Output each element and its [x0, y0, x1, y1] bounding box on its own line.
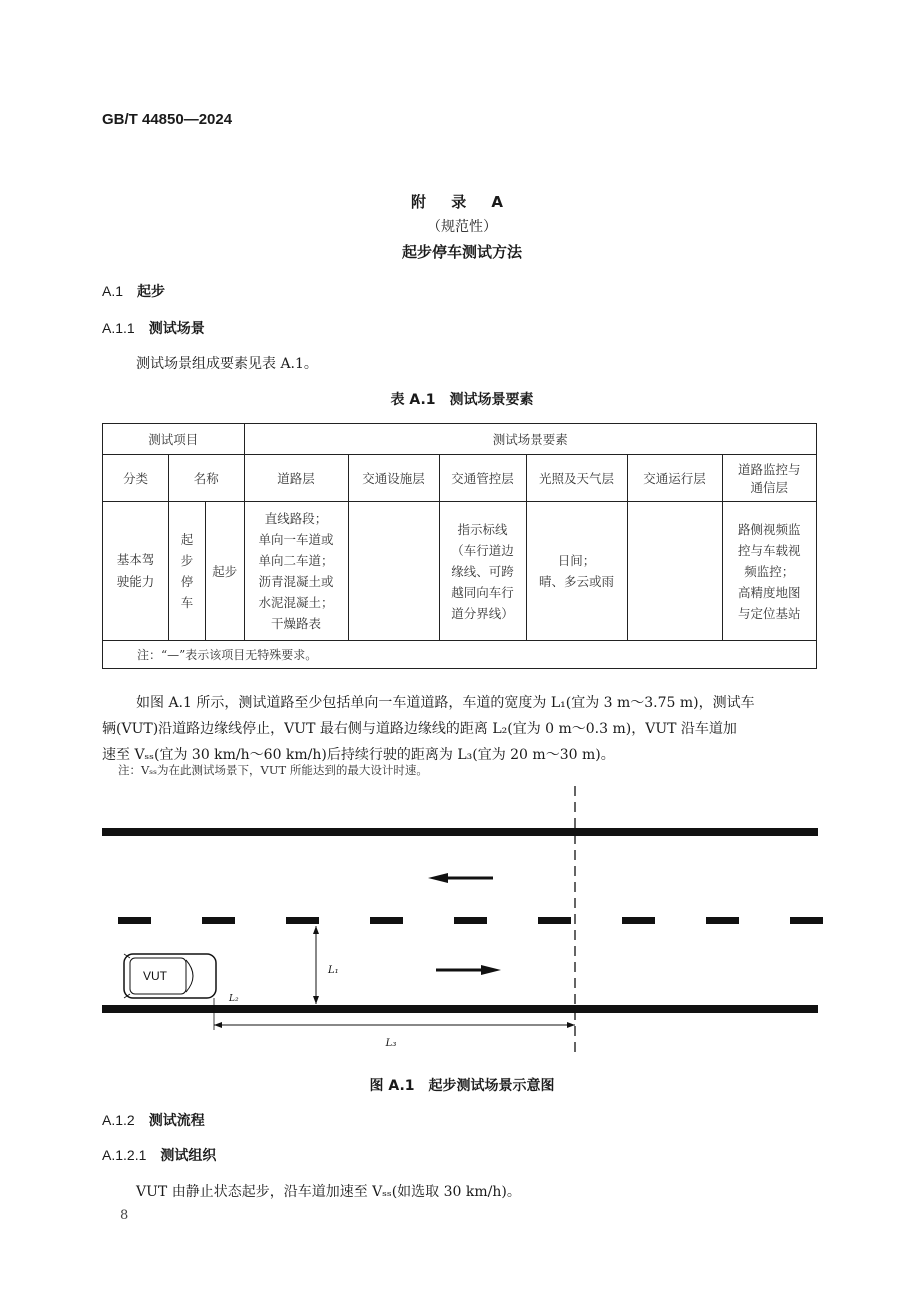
- section-number: A.1: [102, 283, 124, 299]
- scene-elements-table: [102, 423, 817, 669]
- cell-traffic-facility: [348, 502, 439, 641]
- label-l2: L₂: [229, 994, 239, 1004]
- header-traffic-facility: 交通设施层: [348, 455, 439, 502]
- description-line: 辆(VUT)沿道路边缘线停止，VUT 最右侧与道路边缘线的距离 L₂(宜为 0 m～0.3 m)，VUT 沿车道加: [102, 721, 737, 737]
- vut-vehicle-icon: [124, 954, 216, 998]
- section-a11-heading: [102, 318, 205, 338]
- annex-label: 附 录 A: [410, 193, 514, 211]
- road-edge-top: [102, 828, 818, 836]
- section-a121-heading: [102, 1145, 216, 1165]
- arrow-right-icon: [436, 965, 501, 975]
- label-l1: L₁: [328, 965, 339, 976]
- control-line: （车行道边: [451, 542, 514, 558]
- header-scene-elements: 测试场景要素: [244, 424, 816, 455]
- table-note: 注：“—”表示该项目无特殊要求。: [103, 641, 817, 669]
- monitoring-line: 路侧视频监: [738, 521, 801, 537]
- annex-normative: （规范性）: [427, 219, 497, 235]
- weather-line: 日间；: [557, 553, 596, 568]
- description-note: 注：Vₛₛ为在此测试场景下，VUT 所能达到的最大设计时速。: [118, 763, 428, 777]
- road-line: 单向二车道；: [258, 553, 334, 568]
- weather-line: 晴、多云或雨: [539, 574, 615, 589]
- figure-caption: 图 A.1 起步测试场景示意图: [369, 1078, 555, 1094]
- header-monitoring: 道路监控与通信层: [722, 455, 816, 502]
- section-title: 测试组织: [160, 1148, 217, 1164]
- cell-name: [169, 502, 206, 641]
- section-number: A.1.1: [102, 320, 135, 336]
- road-line: 单向一车道或: [258, 532, 334, 547]
- category-text: 基本驾驶能力: [116, 552, 155, 589]
- cell-monitoring: [722, 502, 816, 641]
- section-a11-text: 测试场景组成要素见表 A.1。: [136, 356, 318, 372]
- cell-traffic-operation: [627, 502, 722, 641]
- name-char: 车: [180, 595, 194, 610]
- control-line: 缘线、可跨: [451, 563, 514, 579]
- road-edge-bottom: [102, 1005, 818, 1013]
- name-char: 起: [180, 532, 194, 547]
- control-line: 指示标线: [457, 521, 508, 537]
- road-line: 水泥混凝土；: [258, 595, 334, 610]
- table-caption: 表 A.1 测试场景要素: [390, 392, 534, 408]
- standard-number: GB/T 44850—2024: [102, 111, 233, 128]
- road-line: 直线路段；: [264, 511, 328, 526]
- section-title: 测试流程: [148, 1113, 205, 1129]
- monitoring-line: 与定位基站: [738, 605, 801, 621]
- header-category: 分类: [103, 455, 169, 502]
- dimension-l1: [313, 926, 319, 1004]
- name-char: 停: [180, 574, 194, 589]
- monitoring-line: 高精度地图: [738, 584, 801, 600]
- monitoring-line: 频监控；: [744, 563, 795, 579]
- dimension-l3: [214, 1022, 575, 1028]
- description-line: 如图 A.1 所示，测试道路至少包括单向一车道道路，车道的宽度为 L₁(宜为 3 m～3.75 m)，测试车: [136, 695, 755, 711]
- section-number: A.1.2: [102, 1112, 135, 1128]
- section-number: A.1.2.1: [102, 1147, 147, 1163]
- section-a12-heading: [102, 1110, 205, 1130]
- control-line: 越同向车行: [451, 584, 514, 600]
- header-name: 名称: [169, 455, 245, 502]
- cell-sub-name: 起步: [206, 502, 245, 641]
- header-light-weather: 光照及天气层: [526, 455, 627, 502]
- road-line: 沥青混凝土或: [258, 574, 334, 589]
- monitoring-line: 控与车载视: [738, 542, 801, 558]
- section-title: 测试场景: [148, 321, 205, 337]
- name-char: 步: [180, 553, 194, 568]
- description-line: 速至 Vₛₛ(宜为 30 km/h～60 km/h)后持续行驶的距离为 L₃(宜为 20 m～30 m)。: [102, 747, 615, 763]
- control-line: 道分界线）: [451, 605, 514, 621]
- page-number: 8: [120, 1208, 129, 1223]
- start-scenario-figure: [0, 780, 924, 1060]
- annex-title: 起步停车测试方法: [401, 243, 522, 261]
- arrow-left-icon: [428, 873, 493, 883]
- header-test-item: 测试项目: [103, 424, 245, 455]
- header-traffic-operation: 交通运行层: [627, 455, 722, 502]
- cell-road-layer: [244, 502, 348, 641]
- section-a121-text: VUT 由静止状态起步，沿车道加速至 Vₛₛ(如选取 30 km/h)。: [136, 1184, 521, 1200]
- cell-traffic-control: [439, 502, 526, 641]
- cell-category: [103, 502, 169, 641]
- vehicle-label: VUT: [143, 969, 167, 983]
- road-line: 干燥路表: [271, 616, 322, 631]
- cell-light-weather: [526, 502, 627, 641]
- section-a1-heading: [102, 281, 165, 301]
- description: [102, 690, 817, 768]
- header-road-layer: 道路层: [244, 455, 348, 502]
- lane-divider: [118, 917, 823, 924]
- header-traffic-control: 交通管控层: [439, 455, 526, 502]
- section-title: 起步: [137, 284, 166, 300]
- label-l3: L₃: [385, 1038, 397, 1049]
